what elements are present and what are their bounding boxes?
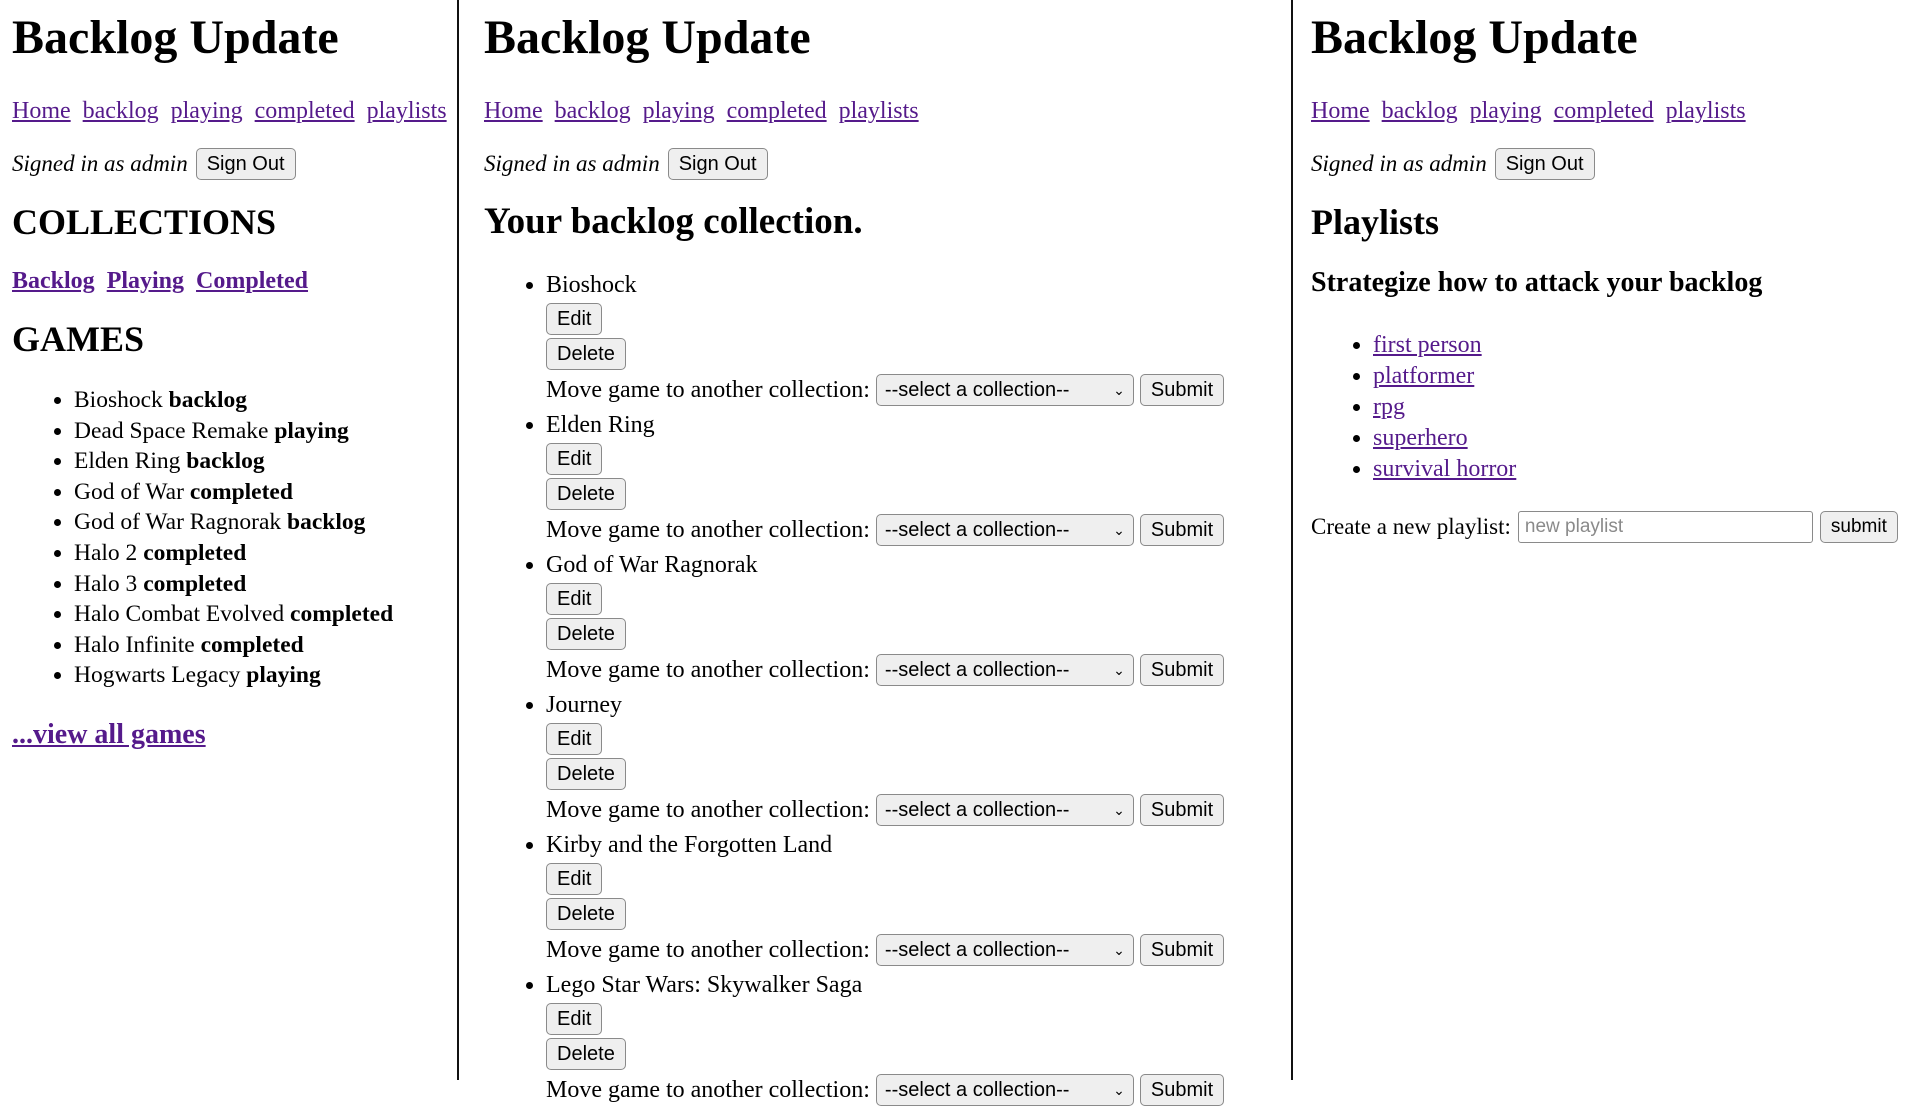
list-item [74,569,457,600]
delete-button[interactable]: Delete [546,1038,626,1070]
game-name: God of War Ragnorak [74,509,282,536]
game-name: Elden Ring [74,448,181,475]
move-label: Move game to another collection: [546,656,870,683]
game-name: God of War [74,478,184,505]
site-title: Backlog Update [12,11,339,64]
game-status: playing [274,417,349,444]
nav-backlog-link[interactable]: backlog [82,98,159,124]
create-playlist-submit-button[interactable]: submit [1820,511,1898,543]
sign-out-button[interactable]: Sign Out [1495,148,1595,180]
playlist-link[interactable]: first person [1373,332,1482,358]
nav-completed-link[interactable]: completed [726,98,827,124]
playlist-link[interactable]: superhero [1373,425,1468,451]
delete-button[interactable]: Delete [546,898,626,930]
submit-button[interactable]: Submit [1140,514,1224,546]
games-list [12,385,457,691]
nav-bar [484,96,1291,126]
chevron-down-icon: ⌄ [1113,1082,1125,1098]
select-value: --select a collection-- [884,379,1070,401]
game-name: • God of War Ragnorak [546,552,758,578]
create-playlist-row [1311,511,1921,543]
signed-in-text: Signed in as admin [12,151,188,176]
game-name: • Elden Ring [546,412,655,438]
game-name: Dead Space Remake [74,417,269,444]
game-name: Halo Infinite [74,631,195,658]
new-playlist-input[interactable] [1518,511,1813,543]
list-item [546,550,1291,686]
chevron-down-icon: ⌄ [1113,522,1125,538]
list-item [1373,423,1921,454]
playlists-list [1311,330,1921,485]
game-status: completed [200,631,304,658]
nav-home-link[interactable]: Home [484,98,543,124]
game-name: • Bioshock [546,272,637,298]
collections-heading: COLLECTIONS [12,202,277,242]
submit-button[interactable]: Submit [1140,374,1224,406]
nav-home-link[interactable]: Home [1311,98,1370,124]
list-item [74,507,457,538]
move-label: Move game to another collection: [546,796,870,823]
game-name: Halo 2 [74,539,138,566]
move-row [546,934,1291,966]
site-title: Backlog Update [484,11,811,64]
collection-link-completed[interactable]: Completed [196,268,309,294]
edit-button[interactable]: Edit [546,1003,602,1035]
collection-select[interactable] [876,654,1134,686]
submit-button[interactable]: Submit [1140,1074,1224,1106]
chevron-down-icon: ⌄ [1113,382,1125,398]
list-item [74,660,457,691]
game-name: • Lego Star Wars: Skywalker Saga [546,972,863,998]
backlog-panel [459,0,1293,1103]
view-all-games-link[interactable]: ...view all games [12,718,206,750]
game-status: playing [246,662,321,689]
nav-playlists-link[interactable]: playlists [366,98,447,124]
game-status: completed [143,570,247,597]
edit-button[interactable]: Edit [546,863,602,895]
game-status: completed [143,539,247,566]
select-value: --select a collection-- [884,659,1070,681]
list-item [74,538,457,569]
select-value: --select a collection-- [884,939,1070,961]
list-item [74,385,457,416]
list-item [74,599,457,630]
delete-button[interactable]: Delete [546,758,626,790]
list-item [546,690,1291,826]
nav-completed-link[interactable]: completed [1553,98,1654,124]
nav-bar [1311,96,1921,126]
collection-links [12,268,457,295]
game-status: backlog [168,387,248,413]
game-status: backlog [287,509,366,536]
select-value: --select a collection-- [884,519,1070,541]
game-name: • Journey [546,692,622,718]
nav-playing-link[interactable]: playing [170,98,243,124]
nav-backlog-link[interactable]: backlog [1381,98,1458,124]
select-value: --select a collection-- [884,799,1070,821]
nav-playing-link[interactable]: playing [1469,98,1542,124]
move-row [546,1074,1291,1106]
collection-select[interactable] [876,374,1134,406]
list-item [74,416,457,447]
nav-playlists-link[interactable]: playlists [1665,98,1746,124]
chevron-down-icon: ⌄ [1113,662,1125,678]
nav-playlists-link[interactable]: playlists [838,98,919,124]
delete-button[interactable]: Delete [546,478,626,510]
nav-completed-link[interactable]: completed [254,98,355,124]
submit-button[interactable]: Submit [1140,934,1224,966]
collection-link-backlog[interactable]: Backlog [12,268,95,294]
move-row [546,374,1291,406]
sign-out-button[interactable]: Sign Out [196,148,296,180]
list-item [546,410,1291,546]
game-status: backlog [186,448,265,475]
move-label: Move game to another collection: [546,376,870,403]
game-name: Bioshock [74,387,163,413]
playlists-panel [1293,0,1921,1080]
playlist-link[interactable]: rpg [1373,394,1405,420]
list-item [1373,330,1921,361]
sign-out-button[interactable]: Sign Out [668,148,768,180]
signed-in-text: Signed in as admin [484,151,660,176]
list-item [1373,361,1921,392]
nav-playing-link[interactable]: playing [642,98,715,124]
nav-backlog-link[interactable]: backlog [554,98,631,124]
signed-in-row [12,148,457,180]
games-heading: GAMES [12,319,145,359]
edit-button[interactable]: Edit [546,443,602,475]
move-label: Move game to another collection: [546,1076,870,1103]
collection-select[interactable] [876,794,1134,826]
delete-button[interactable]: Delete [546,618,626,650]
backlog-heading: Your backlog collection. [484,201,863,242]
move-row [546,514,1291,546]
chevron-down-icon: ⌄ [1113,802,1125,818]
edit-button[interactable]: Edit [546,723,602,755]
list-item [74,446,457,477]
game-status: completed [189,478,293,505]
signed-in-row [484,148,1291,180]
submit-button[interactable]: Submit [1140,654,1224,686]
collection-select[interactable] [876,934,1134,966]
list-item [546,270,1291,406]
nav-home-link[interactable]: Home [12,98,71,124]
move-label: Move game to another collection: [546,936,870,963]
move-label: Move game to another collection: [546,516,870,543]
backlog-list [484,270,1291,1106]
list-item [546,970,1291,1106]
move-row [546,654,1291,686]
signed-in-row [1311,148,1921,180]
playlist-link[interactable]: survival horror [1373,456,1517,482]
create-playlist-label: Create a new playlist: [1311,514,1511,539]
list-item [74,477,457,508]
list-item [1373,454,1921,485]
move-row [546,794,1291,826]
collection-link-playing[interactable]: Playing [106,268,185,294]
playlist-link[interactable]: platformer [1373,363,1475,389]
delete-button[interactable]: Delete [546,338,626,370]
home-panel [0,0,459,1080]
collection-select[interactable] [876,1074,1134,1106]
game-status: completed [290,601,394,628]
select-value: --select a collection-- [884,1079,1070,1101]
game-name: Halo Combat Evolved [74,601,285,628]
chevron-down-icon: ⌄ [1113,942,1125,958]
edit-button[interactable]: Edit [546,583,602,615]
collection-select[interactable] [876,514,1134,546]
submit-button[interactable]: Submit [1140,794,1224,826]
list-item [546,830,1291,966]
game-name: Halo 3 [74,570,138,597]
nav-bar [12,96,457,126]
list-item [74,630,457,661]
game-name: • Kirby and the Forgotten Land [546,832,833,858]
playlists-heading: Playlists [1311,202,1440,242]
game-name: Hogwarts Legacy [74,662,241,689]
site-title: Backlog Update [1311,11,1638,64]
playlists-subheading: Strategize how to attack your backlog [1311,267,1763,298]
signed-in-text: Signed in as admin [1311,151,1487,176]
list-item [1373,392,1921,423]
edit-button[interactable]: Edit [546,303,602,335]
